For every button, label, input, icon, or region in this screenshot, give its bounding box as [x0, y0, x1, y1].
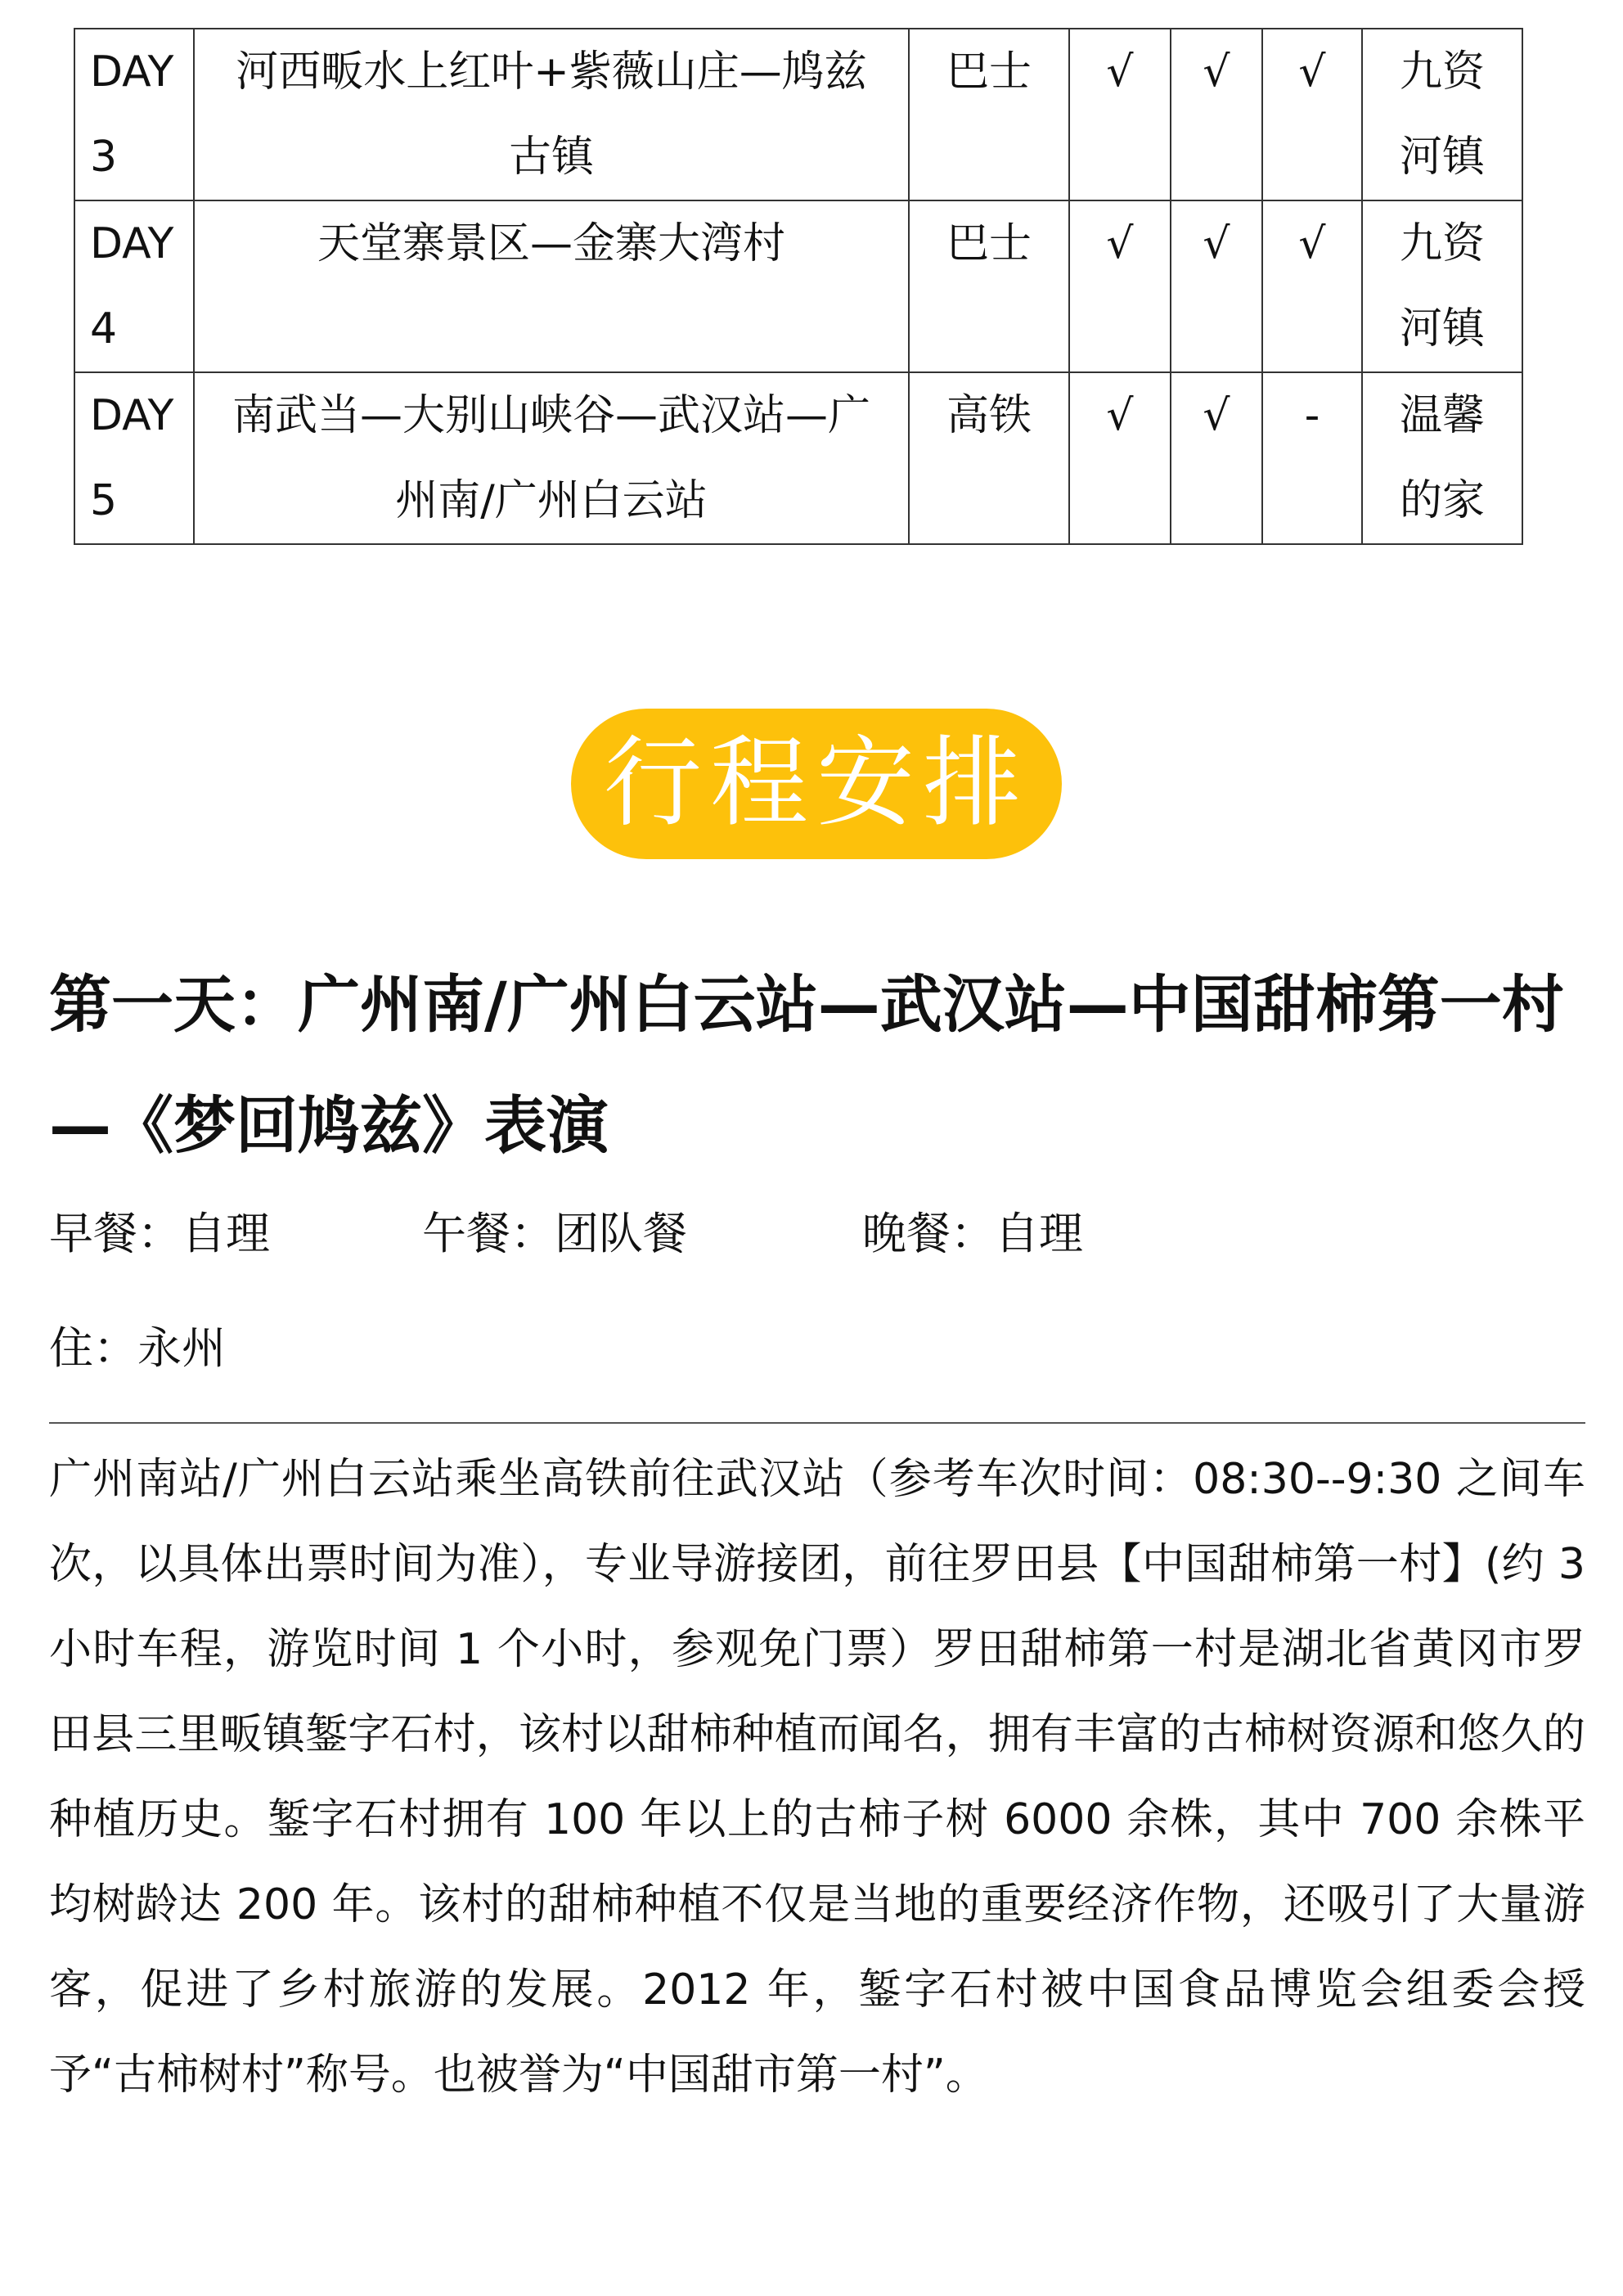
- breakfast-cell: √: [1069, 200, 1171, 372]
- dinner-info: 晚餐：自理: [862, 1208, 1083, 1259]
- table-row: [74, 372, 1522, 544]
- lodging-cell: 九资河镇: [1362, 200, 1522, 372]
- lunch-info: 午餐：团队餐: [422, 1208, 687, 1259]
- dinner-cell: √: [1262, 29, 1362, 200]
- day-cell: DAY3: [74, 29, 194, 200]
- lodging-cell: 九资河镇: [1362, 29, 1522, 200]
- breakfast-cell: √: [1069, 29, 1171, 200]
- day-cell: DAY5: [74, 372, 194, 544]
- table-row: [74, 200, 1522, 372]
- route-cell: 南武当—大别山峡谷—武汉站—广州南/广州白云站: [194, 372, 909, 544]
- lodging-info: 住：永州: [49, 1322, 226, 1374]
- transport-cell: 巴士: [909, 29, 1069, 200]
- day-description: 广州南站/广州白云站乘坐高铁前往武汉站（参考车次时间：08:30--9:30 之间车次，以具体出票时间为准），专业导游接团，前往罗田县【中国甜柿第一村】(约 3 小时车程，游览时间 1 个小时，参观免门票）罗田甜柿第一村是湖北省黄冈市罗田县三里畈镇錾字石村，该村以甜柿种植而闻名，拥有丰富的古柿树资源和悠久的种植历史。錾字石村拥有 100 年以上的古柿子树 6000 余株，其中 700 余株平均树龄达 200 年。该村的甜柿种植不仅是当地的重要经济作物，还吸引了大量游客，促进了乡村旅游的发展。2012 年，錾字石村被中国食品博览会组委会授予“古柿树村”称号。也被誉为“中国甜市第一村”。: [49, 1455, 1585, 2100]
- divider: [49, 1422, 1585, 1424]
- itinerary-table: [74, 28, 1523, 545]
- breakfast-info: 早餐：自理: [49, 1208, 270, 1259]
- table-row: [74, 29, 1522, 200]
- route-cell: 河西畈水上红叶+紫薇山庄—鸠兹古镇: [194, 29, 909, 200]
- transport-cell: 巴士: [909, 200, 1069, 372]
- transport-cell: 高铁: [909, 372, 1069, 544]
- dinner-cell: √: [1262, 200, 1362, 372]
- route-cell: 天堂寨景区—金寨大湾村: [194, 200, 909, 372]
- dinner-cell: -: [1262, 372, 1362, 544]
- day-title: 第一天：广州南/广州白云站—武汉站—中国甜柿第一村—《梦回鸠兹》表演: [49, 968, 1564, 1162]
- lunch-cell: √: [1171, 372, 1262, 544]
- lunch-cell: √: [1171, 29, 1262, 200]
- lodging-cell: 温馨的家: [1362, 372, 1522, 544]
- breakfast-cell: √: [1069, 372, 1171, 544]
- day-cell: DAY4: [74, 200, 194, 372]
- section-badge: 行程安排: [571, 709, 1062, 859]
- lunch-cell: √: [1171, 200, 1262, 372]
